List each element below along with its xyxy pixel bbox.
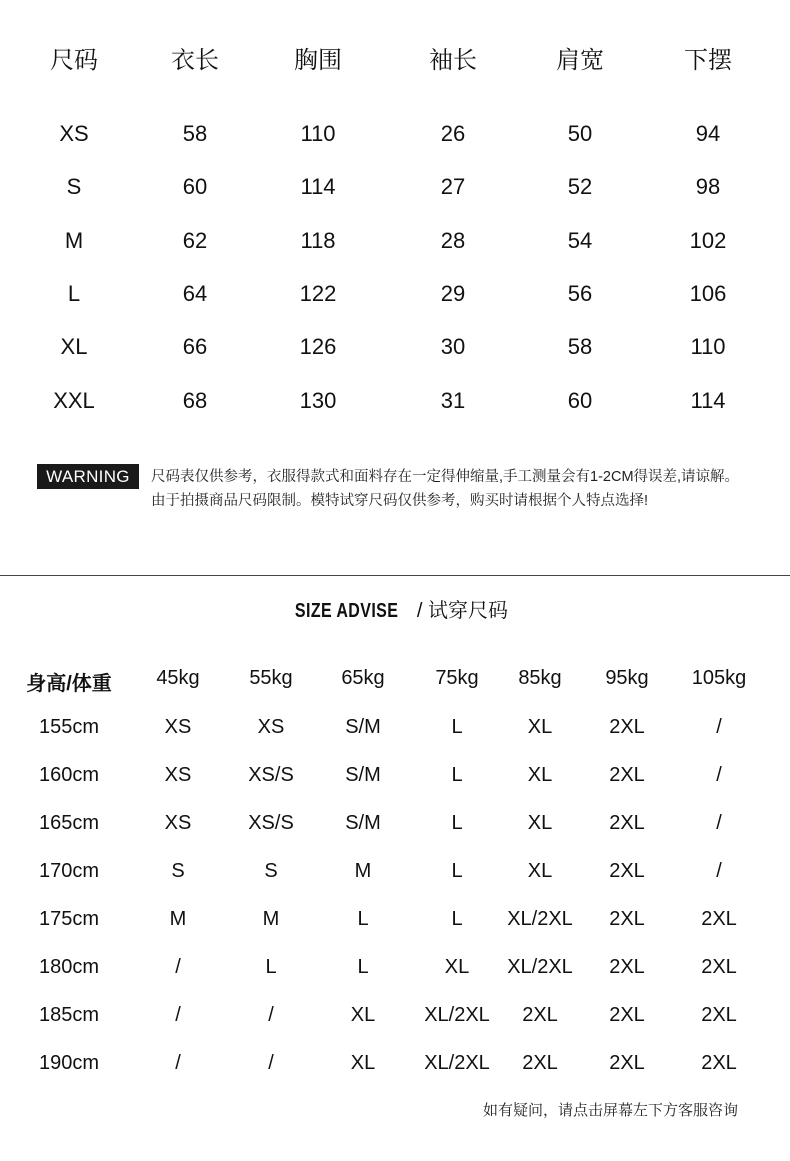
advise-table-cell-r7-c7: 2XL	[701, 1052, 737, 1074]
size-table-cell-r0-c1: 58	[182, 121, 208, 146]
size-table-cell-r5-c2: 130	[299, 388, 337, 413]
advise-table-cell-r4-c2: M	[262, 908, 280, 930]
advise-table-header-0: 身高/体重	[26, 673, 112, 695]
size-table-cell-r2-c2: 118	[300, 228, 336, 253]
advise-table-header-4: 75kg	[435, 667, 479, 689]
size-table-header-1: 衣长	[171, 47, 219, 74]
size-table-cell-r2-c4: 54	[567, 228, 593, 253]
size-table-cell-r4-c0: XL	[60, 334, 88, 359]
size-table-cell-r3-c0: L	[67, 281, 81, 306]
advise-table-cell-r2-c0: 165cm	[38, 812, 100, 834]
advise-table-cell-r4-c1: M	[169, 908, 187, 930]
advise-table-cell-r1-c5: XL	[527, 764, 553, 786]
size-table-cell-r4-c5: 110	[690, 334, 726, 359]
advise-table-cell-r4-c7: 2XL	[701, 908, 737, 930]
advise-table-header-5: 85kg	[518, 667, 562, 689]
advise-table-cell-r3-c4: L	[451, 860, 463, 882]
advise-table-cell-r4-c4: L	[451, 908, 463, 930]
size-table-header-2: 胸围	[294, 47, 342, 74]
advise-table-cell-r2-c6: 2XL	[609, 812, 645, 834]
size-table-cell-r4-c2: 126	[299, 334, 337, 359]
advise-table-cell-r0-c0: 155cm	[38, 716, 100, 738]
size-table-cell-r1-c3: 27	[440, 174, 466, 199]
size-table-cell-r4-c3: 30	[440, 334, 466, 359]
advise-table-cell-r0-c2: XS	[257, 716, 285, 738]
size-table-cell-r1-c5: 98	[695, 174, 721, 199]
advise-table-cell-r2-c7: /	[716, 812, 722, 834]
size-table-cell-r3-c2: 122	[299, 281, 337, 306]
size-advise-title	[0, 594, 790, 623]
advise-table-cell-r2-c2: XS/S	[248, 812, 294, 834]
advise-table-cell-r5-c6: 2XL	[609, 956, 645, 978]
advise-table-cell-r2-c4: L	[451, 812, 463, 834]
advise-table-cell-r1-c3: S/M	[345, 764, 381, 786]
size-table-cell-r5-c0: XXL	[53, 388, 95, 413]
size-table-cell-r3-c5: 106	[689, 281, 727, 306]
customer-service-note: 如有疑问，请点击屏幕左下方客服咨询	[482, 1102, 738, 1119]
size-table-cell-r2-c1: 62	[182, 228, 208, 253]
advise-table-cell-r1-c7: /	[716, 764, 722, 786]
advise-table-cell-r6-c3: XL	[350, 1004, 376, 1026]
advise-table-cell-r1-c2: XS/S	[248, 764, 294, 786]
advise-table-cell-r7-c0: 190cm	[38, 1052, 100, 1074]
advise-table-cell-r5-c3: L	[357, 956, 369, 978]
advise-table-cell-r5-c1: /	[175, 956, 181, 978]
advise-table-cell-r3-c2: S	[264, 860, 278, 882]
section-divider	[0, 575, 790, 576]
advise-table-cell-r7-c3: XL	[350, 1052, 376, 1074]
size-table-cell-r1-c2: 114	[300, 174, 336, 199]
size-table-cell-r5-c5: 114	[690, 388, 726, 413]
advise-table-cell-r6-c5: 2XL	[522, 1004, 558, 1026]
advise-table-cell-r5-c5: XL/2XL	[507, 956, 573, 978]
advise-table-cell-r6-c2: /	[268, 1004, 274, 1026]
advise-table-cell-r1-c1: XS	[164, 764, 192, 786]
warning-text-line-2: 由于拍摄商品尺码限制。模特试穿尺码仅供参考，购买时请根据个人特点选择!	[151, 493, 649, 509]
advise-table-cell-r5-c0: 180cm	[38, 956, 100, 978]
advise-table-cell-r0-c4: L	[451, 716, 463, 738]
advise-table-cell-r6-c7: 2XL	[701, 1004, 737, 1026]
size-table-cell-r5-c1: 68	[182, 388, 208, 413]
advise-table-cell-r5-c4: XL	[444, 956, 470, 978]
advise-table-cell-r3-c3: M	[354, 860, 372, 882]
size-advise-title-cn: 试穿尺码	[427, 598, 508, 622]
advise-table-header-3: 65kg	[341, 667, 385, 689]
advise-table-cell-r7-c5: 2XL	[522, 1052, 558, 1074]
advise-table-cell-r1-c4: L	[451, 764, 463, 786]
size-table-cell-r5-c3: 31	[440, 388, 466, 413]
advise-table-cell-r2-c5: XL	[527, 812, 553, 834]
advise-table-cell-r4-c3: L	[357, 908, 369, 930]
advise-table-cell-r1-c0: 160cm	[38, 764, 100, 786]
size-table-cell-r4-c4: 58	[567, 334, 593, 359]
size-table-cell-r1-c1: 60	[182, 174, 208, 199]
advise-table-header-7: 105kg	[691, 667, 747, 689]
advise-table-cell-r7-c6: 2XL	[609, 1052, 645, 1074]
advise-table-cell-r7-c2: /	[268, 1052, 274, 1074]
advise-table-cell-r6-c4: XL/2XL	[424, 1004, 490, 1026]
advise-table-cell-r7-c4: XL/2XL	[424, 1052, 490, 1074]
advise-table-cell-r0-c7: /	[716, 716, 722, 738]
advise-table-cell-r7-c1: /	[175, 1052, 181, 1074]
advise-table-cell-r1-c6: 2XL	[609, 764, 645, 786]
size-table-cell-r2-c0: M	[64, 228, 84, 253]
advise-table-cell-r6-c0: 185cm	[38, 1004, 100, 1026]
size-table-cell-r3-c1: 64	[182, 281, 208, 306]
warning-text-line-1: 尺码表仅供参考，衣服得款式和面料存在一定得伸缩量,手工测量会有1-2CM得误差,请谅解。	[151, 469, 740, 485]
advise-table-cell-r5-c2: L	[265, 956, 277, 978]
size-table-cell-r5-c4: 60	[567, 388, 593, 413]
advise-table-cell-r2-c1: XS	[164, 812, 192, 834]
size-table-cell-r4-c1: 66	[182, 334, 208, 359]
size-table-cell-r0-c5: 94	[695, 121, 721, 146]
size-table-cell-r0-c4: 50	[567, 121, 593, 146]
advise-table-cell-r0-c1: XS	[164, 716, 192, 738]
size-table-cell-r1-c4: 52	[567, 174, 593, 199]
advise-table-cell-r3-c5: XL	[527, 860, 553, 882]
advise-table-header-1: 45kg	[156, 667, 200, 689]
advise-table-cell-r4-c5: XL/2XL	[507, 908, 573, 930]
size-table-cell-r3-c3: 29	[440, 281, 466, 306]
advise-table-cell-r3-c1: S	[171, 860, 185, 882]
size-table-cell-r0-c3: 26	[440, 121, 466, 146]
advise-table-cell-r4-c6: 2XL	[609, 908, 645, 930]
advise-table-cell-r2-c3: S/M	[345, 812, 381, 834]
advise-table-header-6: 95kg	[605, 667, 649, 689]
size-table-header-4: 肩宽	[556, 47, 604, 74]
advise-table-header-2: 55kg	[249, 667, 293, 689]
advise-table-cell-r6-c1: /	[175, 1004, 181, 1026]
advise-table-cell-r0-c3: S/M	[345, 716, 381, 738]
size-table-header-3: 袖长	[429, 47, 477, 74]
advise-table-cell-r5-c7: 2XL	[701, 956, 737, 978]
advise-table-cell-r0-c6: 2XL	[609, 716, 645, 738]
size-advise-title-separator: /	[411, 600, 428, 622]
advise-table-cell-r3-c6: 2XL	[609, 860, 645, 882]
advise-table-cell-r4-c0: 175cm	[38, 908, 100, 930]
size-table-cell-r2-c5: 102	[689, 228, 727, 253]
size-table-cell-r2-c3: 28	[440, 228, 466, 253]
warning-badge: WARNING	[37, 464, 139, 489]
size-table-header-5: 下摆	[684, 47, 732, 74]
size-table-header-0: 尺码	[50, 47, 98, 74]
size-table-cell-r0-c0: XS	[59, 121, 89, 146]
advise-table-cell-r6-c6: 2XL	[609, 1004, 645, 1026]
advise-table-cell-r3-c7: /	[716, 860, 722, 882]
advise-table-cell-r3-c0: 170cm	[38, 860, 100, 882]
size-advise-title-en: SIZE ADVISE	[294, 600, 399, 622]
size-table-cell-r1-c0: S	[66, 174, 82, 199]
size-table-cell-r0-c2: 110	[300, 121, 336, 146]
advise-table-cell-r0-c5: XL	[527, 716, 553, 738]
size-table-cell-r3-c4: 56	[567, 281, 593, 306]
